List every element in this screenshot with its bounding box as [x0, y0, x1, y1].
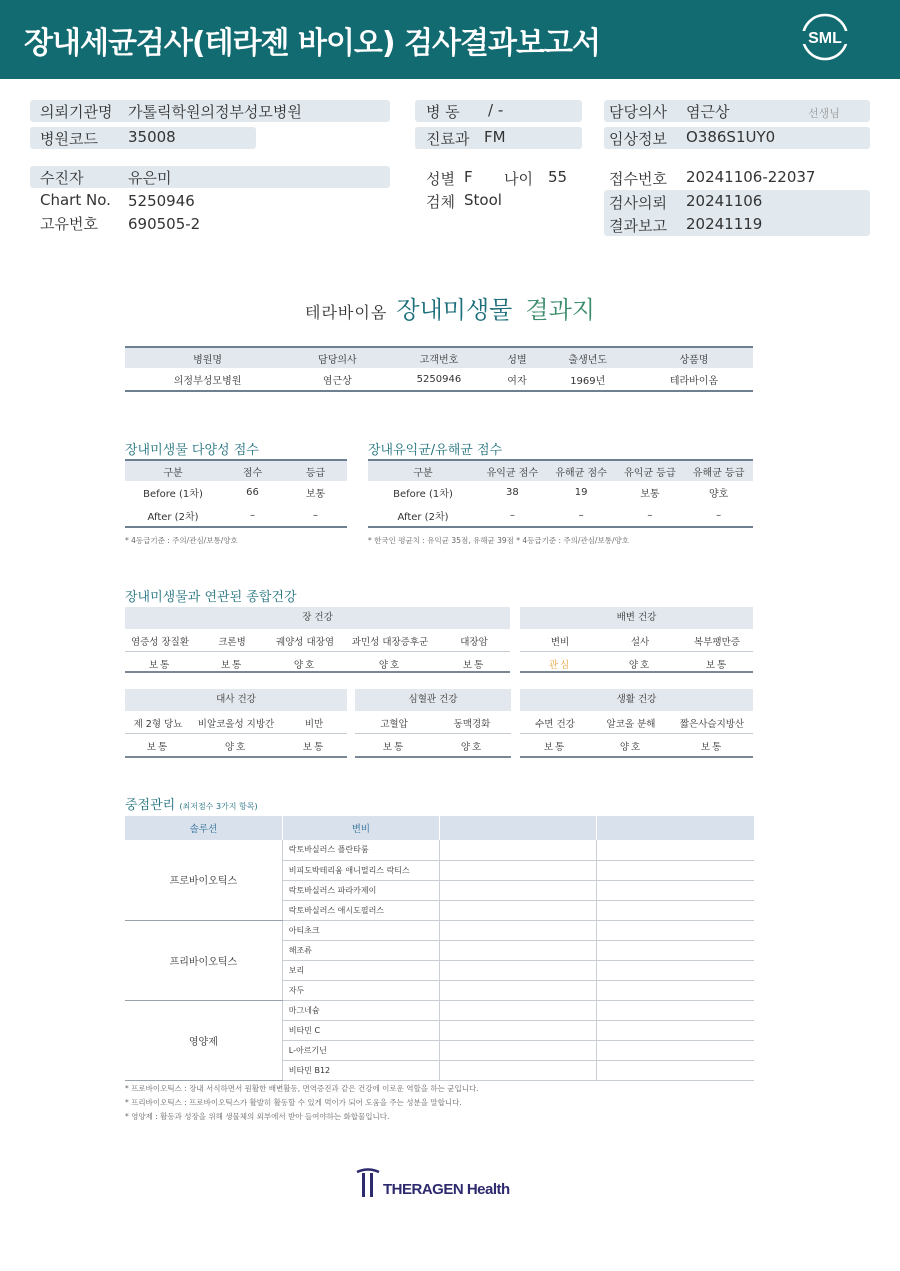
management-note: * 영양제 : 활동과 성장을 위해 생물체의 외부에서 받아 들여야하는 화합물입니다.: [125, 1112, 390, 1121]
table-cell: Before (1차): [393, 489, 453, 500]
management-note: * 프로바이오틱스 : 장내 서식하면서 원활한 배변활동, 면역증진과 같은 건강에 이로운 역할을 하는 균입니다.: [125, 1084, 479, 1093]
beneficial-note: * 한국인 평균치 : 유익균 35점, 유해균 39점 * 4등급기준 : 주의/관심/보통/양호: [368, 536, 629, 545]
institution-value: 가톨릭학원의정부성모병원: [128, 103, 302, 121]
metabolic-value: 보통: [146, 742, 170, 753]
content-title-suffix: 결과지: [525, 296, 595, 324]
institution-label: 의뢰기관명: [40, 103, 113, 121]
management-title: [125, 794, 258, 813]
theragen-health-logo: [355, 1168, 525, 1200]
content-title: [0, 290, 900, 325]
diversity-title: 장내미생물 다양성 점수: [125, 443, 259, 458]
gut-item: 궤양성 대장염: [275, 637, 335, 648]
life-value: 보통: [543, 742, 567, 753]
table-header: 성별: [493, 347, 540, 368]
life-item: 짧은사슬지방산: [679, 719, 745, 730]
metabolic-value: 양호: [224, 742, 248, 753]
table-header: 고객번호: [385, 347, 494, 368]
sex-label: 성별: [426, 170, 455, 188]
health-title: 장내미생물과 연관된 종합건강: [125, 590, 297, 605]
gut-item: 염증성 장질환: [130, 637, 190, 648]
table-header: 유익균 등급: [616, 460, 685, 481]
gut-value: 양호: [293, 660, 317, 671]
clinical-label: 임상정보: [609, 130, 667, 148]
solution-item: 자두: [282, 980, 439, 1000]
bowel-item: 변비: [550, 637, 570, 648]
bowel-value: 양호: [628, 660, 652, 671]
management-title-text: 중점관리: [125, 798, 176, 813]
table-header: 변비: [282, 816, 439, 840]
age-label: 나이: [504, 170, 533, 188]
reception-value: 20241106-22037: [686, 168, 816, 186]
unique-label: 고유번호: [40, 215, 98, 233]
table-cell: After (2차): [397, 511, 449, 523]
solution-item: 락토바실러스 애시도필러스: [282, 900, 439, 920]
metabolic-item: 제 2형 당뇨: [133, 719, 183, 730]
ward-value: / -: [488, 101, 504, 119]
life-item: 수면 건강: [535, 719, 575, 730]
table-cell: 38: [506, 487, 519, 498]
bowel-item: 복부팽만증: [694, 637, 740, 648]
table-header: 유익균 점수: [478, 460, 547, 481]
table-cell: –: [578, 509, 584, 521]
doctor-value: 염근상: [686, 103, 730, 121]
svg-text:SML: SML: [808, 30, 842, 47]
life-item: 알코올 분해: [606, 719, 656, 730]
table-header: 담당의사: [290, 347, 384, 368]
dept-value: FM: [484, 128, 506, 146]
dept-label: 진료과: [426, 130, 470, 148]
gut-item: 과민성 대장증후군: [351, 637, 429, 648]
report-date-value: 20241119: [686, 215, 763, 233]
table-header: 유해균 등급: [684, 460, 753, 481]
bowel-health-header: 배변 건강: [520, 607, 753, 629]
management-note: * 프리바이오틱스 : 프로바이오틱스가 활발히 활동할 수 있게 먹이가 되어 도움을 주는 성분을 말합니다.: [125, 1098, 462, 1107]
cardio-value: 보통: [382, 742, 406, 753]
gut-value: 보통: [462, 660, 486, 671]
gut-value: 보통: [220, 660, 244, 671]
life-health-header: 생활 건강: [520, 689, 753, 711]
solution-item: 락토바실러스 파라카제이: [282, 880, 439, 900]
table-cell: 보통: [640, 489, 660, 500]
solution-item: 비타민 C: [282, 1020, 439, 1040]
diversity-table: [125, 459, 347, 528]
bowel-value-warning: 관심: [548, 660, 572, 671]
metabolic-health-header: 대사 건강: [125, 689, 347, 711]
table-cell: –: [313, 509, 318, 521]
solution-item: 비타민 B12: [282, 1060, 439, 1080]
table-cell: 보통: [305, 489, 326, 500]
chart-value: 5250946: [128, 192, 195, 210]
age-value: 55: [548, 168, 568, 186]
doctor-label: 담당의사: [609, 103, 667, 121]
table-header: 등급: [284, 460, 347, 481]
metabolic-value: 보통: [302, 742, 326, 753]
table-header: [597, 816, 754, 840]
gut-item: 크론병: [218, 637, 246, 648]
cardio-value: 양호: [460, 742, 484, 753]
unique-value: 690505-2: [128, 215, 201, 233]
sex-value: F: [464, 168, 473, 186]
patient-label: 수진자: [40, 169, 84, 187]
table-header: 솔루션: [125, 816, 282, 840]
gut-value: 보통: [148, 660, 172, 671]
table-cell: After (2차): [147, 511, 199, 523]
content-title-main: 장내미생물: [396, 296, 513, 324]
theragen-logo-text: THERAGEN Health: [383, 1181, 510, 1198]
cardio-item: 동맥경화: [453, 719, 491, 730]
table-cell: 19: [574, 487, 588, 498]
management-table: [125, 816, 754, 1081]
table-cell: –: [647, 509, 653, 521]
solution-item: 보리: [282, 960, 439, 980]
solution-item: 비피도박테리움 애니멀리스 락티스: [282, 860, 439, 880]
solution-item: 마그네슘: [282, 1000, 439, 1020]
table-header: 병원명: [125, 347, 290, 368]
metabolic-item: 비알코올성 지방간: [197, 719, 275, 730]
table-header: 구분: [368, 460, 478, 481]
reception-label: 접수번호: [609, 170, 667, 188]
report-header: [0, 0, 900, 79]
specimen-label: 검체: [426, 193, 455, 211]
report-date-label: 결과보고: [609, 217, 667, 235]
bowel-value: 보통: [705, 660, 729, 671]
clinical-value: O386S1UY0: [686, 128, 776, 146]
solution-item: 락토바실러스 플란타룸: [282, 840, 439, 860]
request-label: 검사의뢰: [609, 194, 667, 212]
solution-item: 아티초크: [282, 920, 439, 940]
chart-label: Chart No.: [40, 191, 111, 209]
table-cell: –: [716, 509, 722, 521]
gut-health-header: 장 건강: [125, 607, 510, 629]
table-cell: 66: [246, 487, 259, 498]
table-header: 상품명: [635, 347, 753, 368]
sml-logo: [801, 13, 849, 61]
report-title: 장내세균검사(테라젠 바이오) 검사결과보고서: [24, 26, 600, 61]
table-cell: 5250946: [416, 373, 462, 385]
doctor-suffix: 선생님: [808, 107, 840, 120]
gut-item: 대장암: [460, 637, 488, 648]
table-cell: 여자: [507, 375, 527, 387]
solution-item: 해조류: [282, 940, 439, 960]
specimen-value: Stool: [464, 191, 502, 209]
table-header: 출생년도: [541, 347, 635, 368]
table-header: 점수: [221, 460, 284, 481]
theragen-logo-icon: [355, 1168, 381, 1200]
hospital-code-value: 35008: [128, 128, 176, 146]
bowel-item: 설사: [630, 637, 650, 648]
management-subtitle: (최저점수 3가지 항목): [179, 802, 258, 811]
table-cell: 1969년: [570, 375, 606, 387]
table-cell: 의정부성모병원: [173, 375, 242, 387]
metabolic-item: 비만: [304, 719, 324, 730]
patient-summary-table: [125, 346, 753, 392]
table-cell: 양호: [708, 489, 729, 500]
table-header: 구분: [125, 460, 221, 481]
patient-value: 유은미: [128, 169, 172, 187]
table-cell: –: [250, 509, 255, 521]
table-header: [440, 816, 597, 840]
cardio-health-header: 심혈관 건강: [355, 689, 511, 711]
solution-group: 영양제: [125, 1000, 282, 1080]
solution-group: 프리바이오틱스: [125, 920, 282, 1000]
content-title-brand: 테라바이옴: [305, 303, 388, 322]
beneficial-title: 장내유익균/유해균 점수: [368, 443, 503, 458]
cardio-item: 고혈압: [380, 719, 408, 730]
table-cell: 테라바이옴: [669, 375, 719, 387]
table-header: 유해균 점수: [547, 460, 616, 481]
table-cell: 염근상: [322, 375, 352, 387]
life-value: 보통: [700, 742, 724, 753]
table-cell: –: [509, 509, 515, 521]
life-value: 양호: [619, 742, 643, 753]
request-value: 20241106: [686, 192, 763, 210]
solution-item: L-아르기닌: [282, 1040, 439, 1060]
ward-label: 병 동: [426, 103, 460, 121]
gut-value: 양호: [378, 660, 402, 671]
diversity-note: * 4등급기준 : 주의/관심/보통/양호: [125, 536, 238, 545]
solution-group: 프로바이오틱스: [125, 840, 282, 920]
table-cell: Before (1차): [143, 489, 203, 500]
hospital-code-label: 병원코드: [40, 130, 98, 148]
beneficial-table: [368, 459, 753, 528]
